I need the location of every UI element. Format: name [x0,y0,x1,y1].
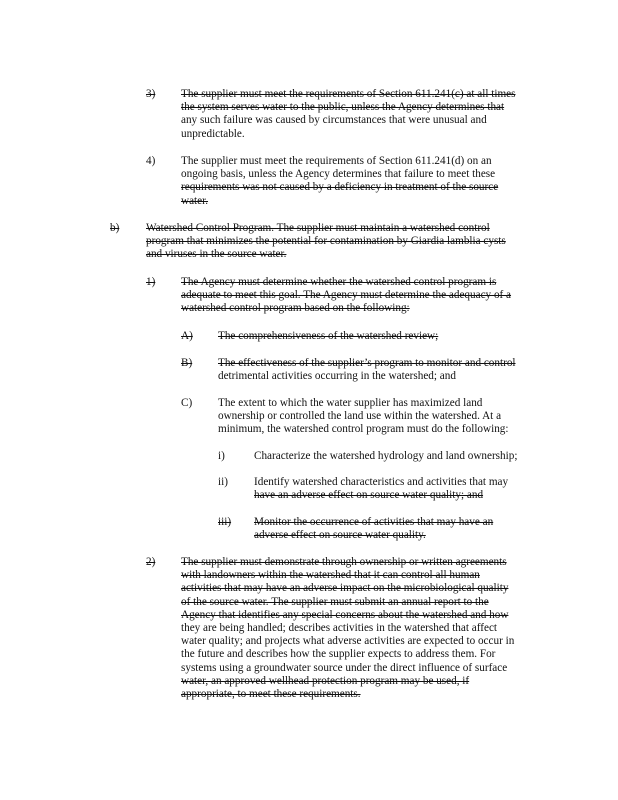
item-marker: i) [218,450,225,462]
item-marker: A) [181,330,193,342]
text-run: systems using a groundwater source under the direct influence of surface [181,661,508,674]
item-text [181,155,498,208]
text-line [181,88,516,101]
text-line [218,357,516,370]
struck-text: The effectiveness of the supplier’s program to monitor and control [218,357,516,369]
text-run: The supplier must meet the requirements of Section 611.241(d) on an [181,155,492,167]
struck-text: and viruses in the source water. [146,248,287,261]
text-line [254,516,493,529]
struck-text: water, an approved wellhead protection program may be used, if [181,674,470,687]
item-text [181,276,511,316]
item-text [218,330,438,343]
text-line [146,235,506,248]
text-line [218,330,438,343]
text-line [254,450,517,463]
item-marker: b) [110,222,120,234]
text-line [181,289,511,302]
text-line [181,662,514,675]
text-line [146,248,506,261]
text-line [181,635,514,648]
text-line [218,423,509,436]
struck-text: watershed control program based on the following: [181,302,410,315]
text-line [181,569,514,582]
text-line [181,675,514,688]
text-line [181,688,514,701]
item-text [218,397,509,437]
struck-text: Monitor the occurrence of activities that may have an [254,516,494,528]
item-marker: 4) [146,155,156,167]
item-text [146,222,506,262]
text-line [181,582,514,595]
struck-text: appropriate, to meet these requirements. [181,688,361,701]
item-marker: B) [181,357,193,369]
item-text [254,450,517,463]
item-marker: C) [181,397,193,409]
text-line [254,529,493,542]
struck-text: have an adverse effect on source water quality; and [254,489,484,502]
struck-text: The comprehensiveness of the watershed review; [218,330,439,342]
text-run: water quality; and projects what adverse activities are expected to occur in [181,635,515,648]
text-run: minimum, the watershed control program must do the following: [218,423,509,436]
text-line [146,222,506,235]
text-line [181,596,514,609]
text-line [181,155,498,168]
text-line [218,370,516,383]
text-run: detrimental activities occurring in the watershed; and [218,370,456,383]
item-text [181,88,516,141]
item-text [218,357,516,383]
text-line [218,397,509,410]
text-line [254,489,508,502]
text-line [181,302,511,315]
item-marker: 2) [146,556,156,568]
struck-text: The supplier must demonstrate through ownership or written agreements [181,556,507,568]
text-run: Identify watershed characteristics and activities that may [254,476,509,488]
struck-text: adverse effect on source water quality. [254,529,426,542]
text-run: The extent to which the water supplier has maximized land [218,397,483,409]
struck-text: the system serves water to the public, unless the Agency determines that [181,101,505,114]
text-run: ongoing basis, unless the Agency determines that failure to meet these [181,168,496,181]
text-run: any such failure was caused by circumstances that were unusual and [181,114,487,127]
text-run: unpredictable. [181,127,245,140]
text-run: ownership or controlled the land use within the watershed. At a [218,410,502,423]
item-text [181,556,514,701]
item-text [254,516,493,542]
text-line [181,101,516,114]
text-line [181,556,514,569]
text-line [181,648,514,661]
item-marker: 1) [146,276,156,288]
struck-text: The supplier must meet the requirements of Section 611.241(c) at all times [181,88,516,100]
text-line [181,622,514,635]
text-line [181,609,514,622]
text-run: they are being handled; describes activities in the watershed that affect [181,622,498,635]
struck-text: Watershed Control Program. The supplier must maintain a watershed control [146,222,490,234]
struck-text: of the source water. The supplier must submit an annual report to the [181,595,489,608]
item-text [254,476,508,502]
struck-text: adequate to meet this goal. The Agency must determine the adequacy of a [181,289,512,302]
text-line [254,476,508,489]
item-marker: 3) [146,88,156,100]
text-line [181,168,498,181]
struck-text: requirements was not caused by a deficiency in treatment of the source [181,181,499,194]
struck-text: The Agency must determine whether the watershed control program is [181,276,497,288]
text-line [181,114,516,127]
text-run: the future and describes how the supplier expects to address them. For [181,648,496,661]
text-line [181,181,498,194]
struck-text: activities that may have an adverse impact on the microbiological quality [181,582,509,595]
item-marker: ii) [218,476,228,488]
struck-text: water. [181,194,209,207]
item-marker: iii) [218,516,232,528]
text-line [181,128,516,141]
text-run: Characterize the watershed hydrology and land ownership; [254,450,518,462]
struck-text: program that minimizes the potential for contamination by Giardia lamblia cysts [146,235,506,248]
struck-text: Agency that identifies any special concerns about the watershed and how [181,608,509,621]
text-line [181,276,511,289]
struck-text: with landowners within the watershed that it can control all human [181,569,480,582]
text-line [218,410,509,423]
text-line [181,195,498,208]
